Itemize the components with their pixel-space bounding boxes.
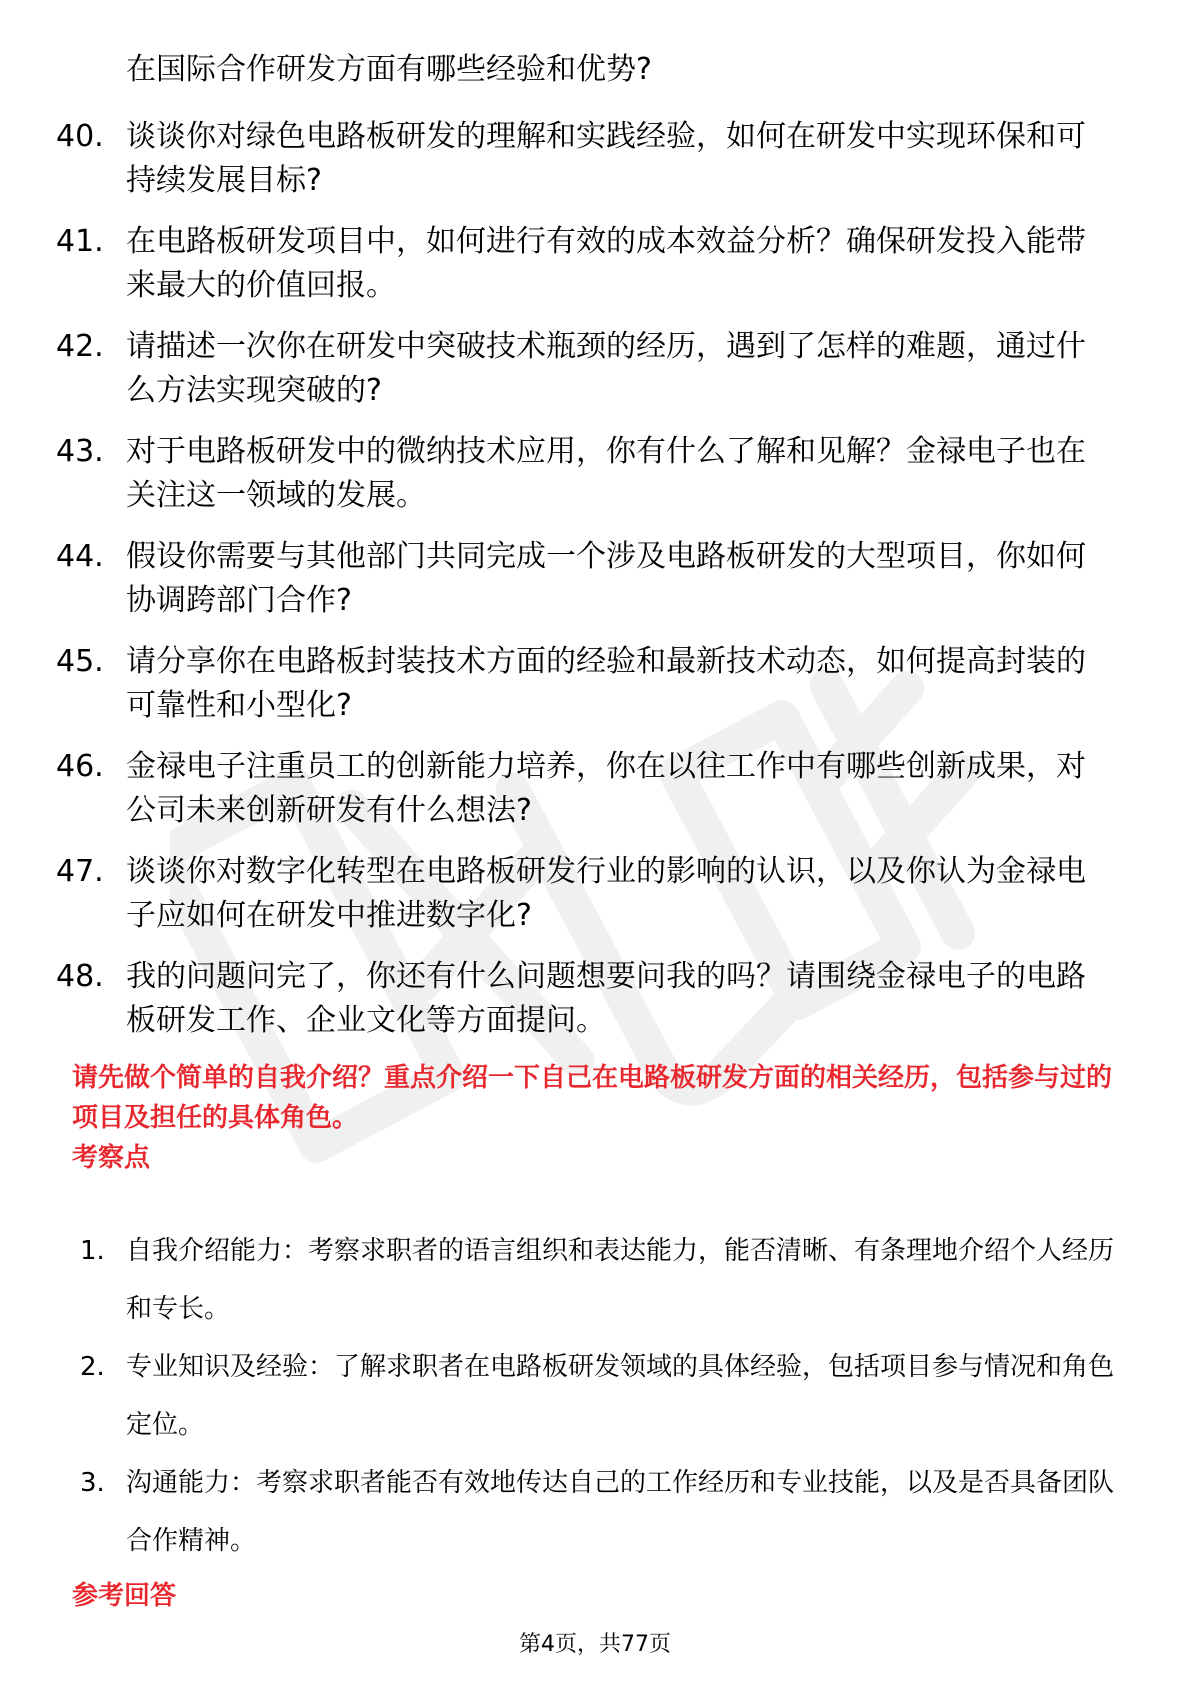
question-item (56, 955, 1116, 1043)
question-number: 46. (56, 749, 104, 784)
assessment-points-list (80, 1222, 1120, 1570)
assessment-heading: 考察点 (72, 1143, 151, 1173)
question-number: 40. (56, 119, 104, 154)
page-footer: 第4页，共77页 (519, 1632, 671, 1657)
reference-answer-heading: 参考回答 (72, 1581, 177, 1611)
question-39-continuation: 在国际合作研发方面有哪些经验和优势? (126, 52, 652, 87)
question-text: 谈谈你对数字化转型在电路板研发行业的影响的认识，以及你认为金禄电子应如何在研发中推进数字化? (126, 854, 1086, 933)
question-text: 谈谈你对绿色电路板研发的理解和实践经验，如何在研发中实现环保和可持续发展目标? (126, 119, 1086, 198)
question-text: 假设你需要与其他部门共同完成一个涉及电路板研发的大型项目，你如何协调跨部门合作? (126, 539, 1086, 618)
question-item (56, 535, 1116, 623)
question-item (56, 115, 1116, 203)
question-number: 47. (56, 854, 104, 889)
question-text: 金禄电子注重员工的创新能力培养，你在以往工作中有哪些创新成果，对公司未来创新研发有什么想法? (126, 749, 1086, 828)
question-number: 44. (56, 539, 104, 574)
question-text: 请描述一次你在研发中突破技术瓶颈的经历，遇到了怎样的难题，通过什么方法实现突破的? (126, 329, 1086, 408)
point-number: 1. (80, 1236, 105, 1266)
question-list (56, 115, 1116, 1060)
assessment-point (80, 1338, 1120, 1454)
point-text: 沟通能力：考察求职者能否有效地传达自己的工作经历和专业技能，以及是否具备团队合作精神。 (126, 1468, 1115, 1556)
question-text: 请分享你在电路板封装技术方面的经验和最新技术动态，如何提高封装的可靠性和小型化? (126, 644, 1086, 723)
question-item (56, 325, 1116, 413)
assessment-point (80, 1222, 1120, 1338)
question-number: 41. (56, 224, 104, 259)
question-number: 43. (56, 434, 104, 469)
point-text: 自我介绍能力：考察求职者的语言组织和表达能力，能否清晰、有条理地介绍个人经历和专长。 (126, 1236, 1115, 1324)
question-number: 42. (56, 329, 104, 364)
question-item (56, 220, 1116, 308)
point-number: 2. (80, 1352, 105, 1382)
question-text: 我的问题问完了，你还有什么问题想要问我的吗？请围绕金禄电子的电路板研发工作、企业文化等方面提问。 (126, 959, 1086, 1038)
question-text: 对于电路板研发中的微纳技术应用，你有什么了解和见解？金禄电子也在关注这一领域的发展。 (126, 434, 1086, 513)
question-item (56, 850, 1116, 938)
point-text: 专业知识及经验：了解求职者在电路板研发领域的具体经验，包括项目参与情况和角色定位。 (126, 1352, 1115, 1440)
intro-question-heading: 请先做个简单的自我介绍？重点介绍一下自己在电路板研发方面的相关经历，包括参与过的项目及担任的具体角色。 (72, 1063, 1113, 1133)
question-number: 48. (56, 959, 104, 994)
point-number: 3. (80, 1468, 105, 1498)
question-item (56, 745, 1116, 833)
assessment-point (80, 1454, 1120, 1570)
question-item (56, 430, 1116, 518)
question-item (56, 640, 1116, 728)
question-text: 在电路板研发项目中，如何进行有效的成本效益分析？确保研发投入能带来最大的价值回报。 (126, 224, 1086, 303)
question-number: 45. (56, 644, 104, 679)
